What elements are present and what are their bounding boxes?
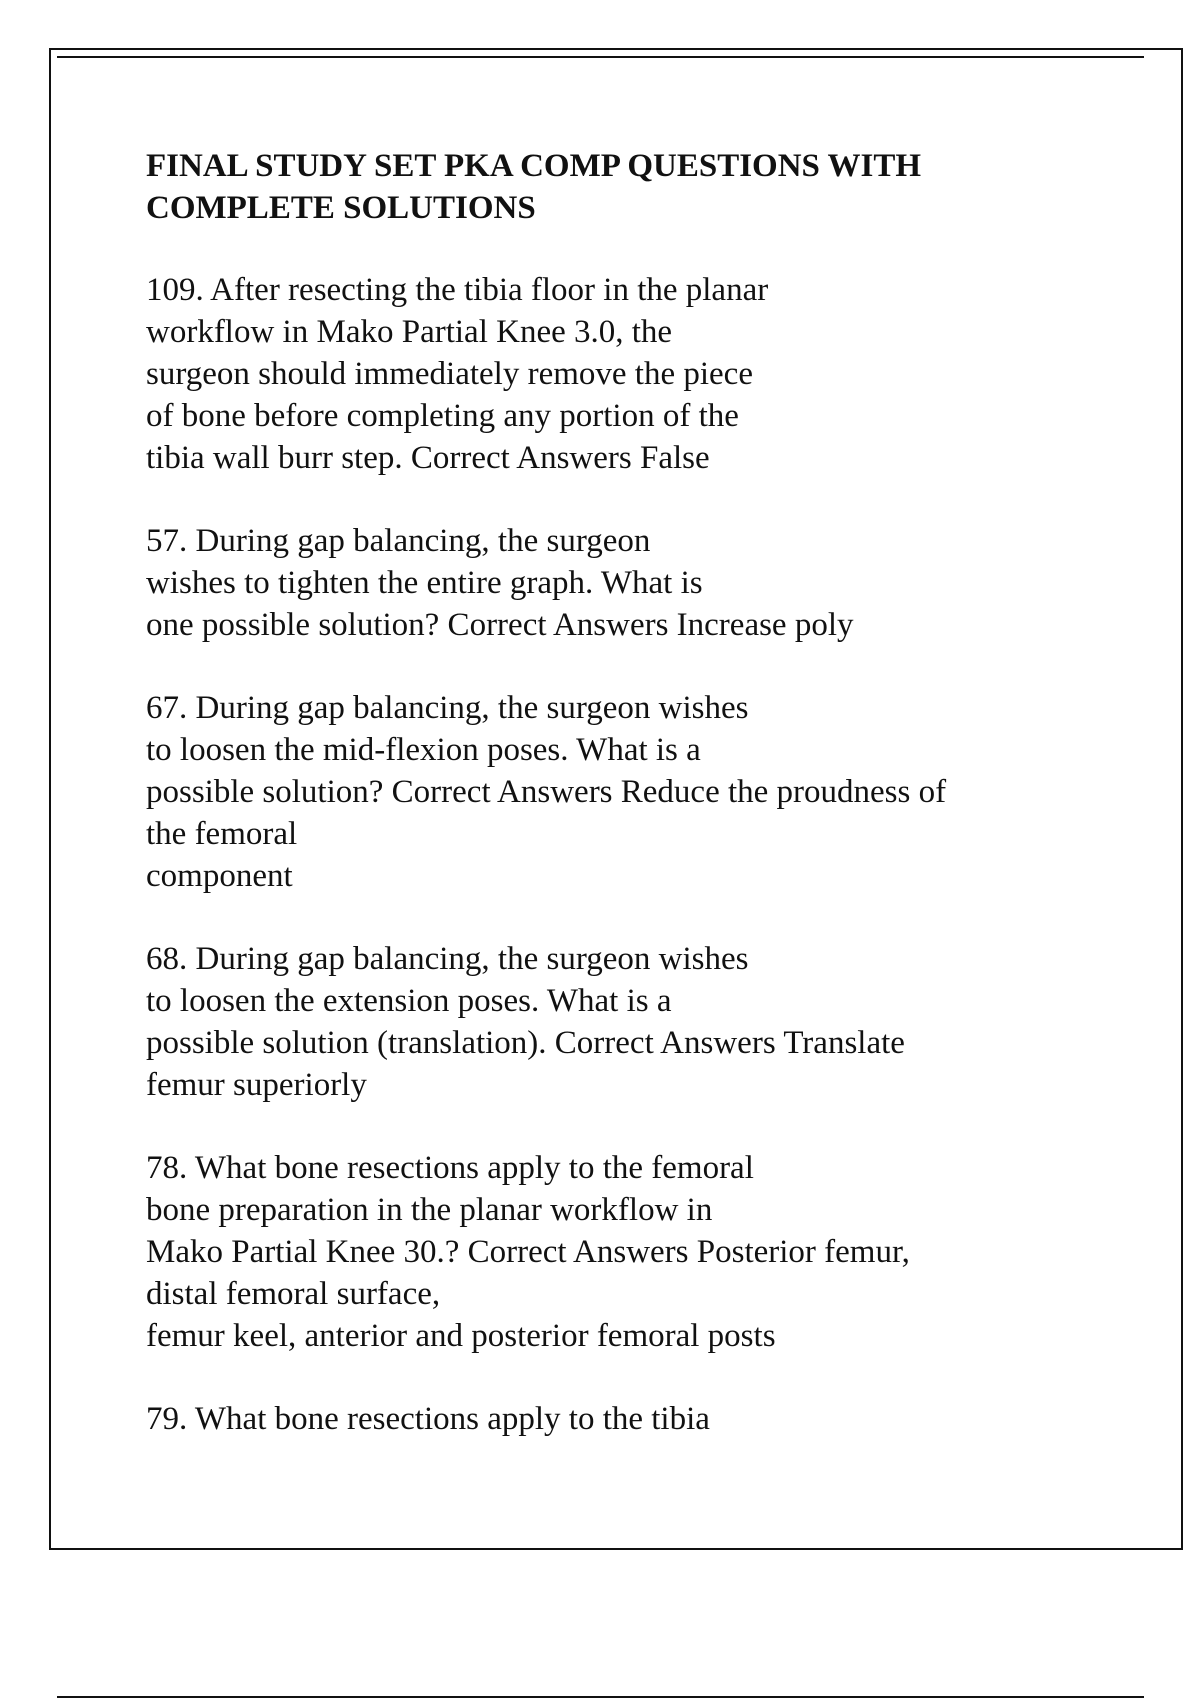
question-67: 67. During gap balancing, the surgeon wishes to loosen the mid-flexion poses. What is a possible solution? Correct Answers Reduce the proudness of the femoral component (146, 690, 947, 894)
question-68: 68. During gap balancing, the surgeon wishes to loosen the extension poses. What is a possible solution (translation). Correct Answers Translate femur superiorly (146, 941, 905, 1103)
question-78: 78. What bone resections apply to the femoral bone preparation in the planar workflow in Mako Partial Knee 30.? Correct Answers Posterior femur, distal femoral surface, femur keel, anterior and posterior femoral posts (146, 1150, 910, 1354)
document-body (146, 145, 1076, 1481)
document-title: FINAL STUDY SET PKA COMP QUESTIONS WITH COMPLETE SOLUTIONS (146, 148, 922, 226)
question-57: 57. During gap balancing, the surgeon wishes to tighten the entire graph. What is one possible solution? Correct Answers Increase poly (146, 523, 854, 643)
question-79: 79. What bone resections apply to the tibia (146, 1401, 710, 1437)
question-109: 109. After resecting the tibia floor in the planar workflow in Mako Partial Knee 3.0, the surgeon should immediately remove the piece of bone before completing any portion of the tibia wall burr step. Correct Answers False (146, 272, 769, 476)
bottom-rule (57, 1696, 1144, 1698)
